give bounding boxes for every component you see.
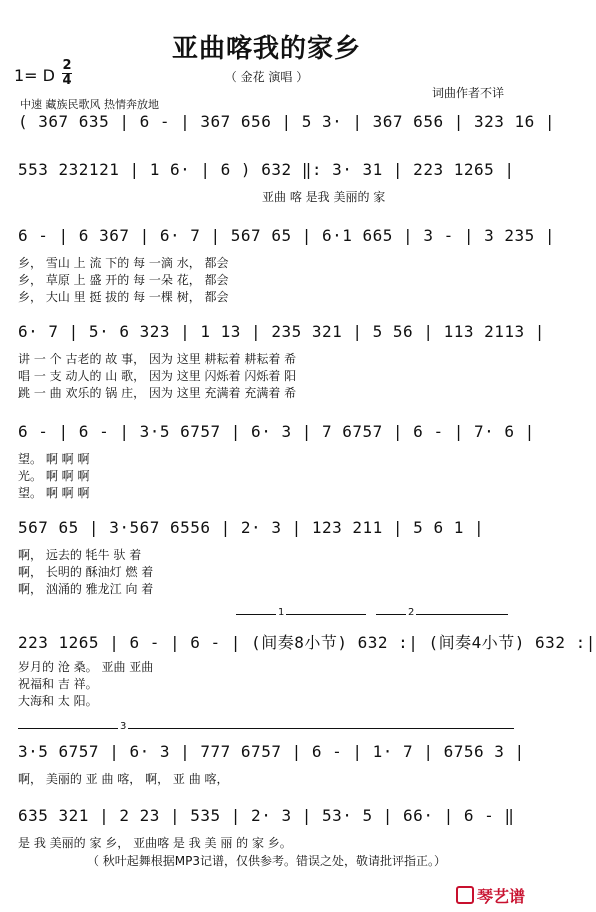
score-row: 6· 7 | 5· 6 323 | 1 13 | 235 321 | 5 56 | 113 2113 | xyxy=(18,322,545,341)
piano-key-icon xyxy=(456,886,474,904)
volta-1 xyxy=(236,607,366,627)
lyric-line: 望。 啊 啊 啊 xyxy=(18,452,90,466)
lyric-line: 跳 一 曲 欢乐的 锅 庄， 因为 这里 充满着 充满着 希 xyxy=(18,386,297,400)
lyric-line: 唱 一 支 动人的 山 歌， 因为 这里 闪烁着 闪烁着 阳 xyxy=(18,369,297,383)
lyric-line: 大海和 太 阳。 xyxy=(18,694,98,708)
tempo-marking: 中速 藏族民歌风 热情奔放地 xyxy=(20,98,159,111)
logo-text: 琴艺谱 xyxy=(477,887,526,906)
volta-2 xyxy=(376,607,508,627)
meter-bottom: 4 xyxy=(62,73,72,88)
score-row: ( 367 635 | 6 - | 367 656 | 5 3· | 367 656 | 323 16 | xyxy=(18,112,556,131)
volta-1-label: 1 xyxy=(278,607,285,618)
lyric-line: 啊， 远去的 牦牛 驮 着 xyxy=(18,548,142,562)
score-row: 6 - | 6 367 | 6· 7 | 567 65 | 6·1 665 | 3 - | 3 235 | xyxy=(18,226,556,245)
lyric-line: 乡， 大山 里 挺 拔的 每 一棵 树， 都会 xyxy=(18,290,229,304)
lyric-line: 乡， 草原 上 盛 开的 每 一朵 花， 都会 xyxy=(18,273,229,287)
time-signature xyxy=(62,60,72,87)
lyric-line: 乡， 雪山 上 流 下的 每 一滴 水， 都会 xyxy=(18,256,229,270)
lyric-line: 望。 啊 啊 啊 xyxy=(18,486,90,500)
volta-3-label: 3 xyxy=(120,721,127,732)
score-row: 567 65 | 3·567 6556 | 2· 3 | 123 211 | 5 6 1 | xyxy=(18,518,485,537)
lyric-line: 祝福和 吉 祥。 xyxy=(18,677,98,691)
score-row: 223 1265 | 6 - | 6 - | (间奏8小节) 632 :| (间奏4小节) 632 :| xyxy=(18,633,596,652)
lyric-line: 光。 啊 啊 啊 xyxy=(18,469,90,483)
song-title: 亚曲喀我的家乡 xyxy=(171,34,361,64)
lyric-line: 啊， 汹涌的 雅龙江 向 着 xyxy=(18,582,154,596)
lyric-line: 是 我 美丽的 家 乡， 亚曲喀 是 我 美 丽 的 家 乡。 xyxy=(18,836,292,850)
credit-line: 词曲作者不详 xyxy=(432,86,505,100)
score-row: 6 - | 6 - | 3·5 6757 | 6· 3 | 7 6757 | 6 - | 7· 6 | xyxy=(18,422,535,441)
site-logo xyxy=(456,884,525,907)
lyric-line: 啊， 美丽的 亚 曲 喀， 啊， 亚 曲 喀， xyxy=(18,772,229,786)
score-row: 635 321 | 2 23 | 535 | 2· 3 | 53· 5 | 66· | 6 - ‖ xyxy=(18,806,515,825)
meter-top: 2 xyxy=(62,58,72,73)
lyric-line: 讲 一 个 古老的 故 事， 因为 这里 耕耘着 耕耘着 希 xyxy=(18,352,297,366)
score-row: 3·5 6757 | 6· 3 | 777 6757 | 6 - | 1· 7 | 6756 3 | xyxy=(18,742,525,761)
key-signature: 1= D xyxy=(14,66,55,85)
transcription-note: （ 秋叶起舞根据MP3记谱，仅供参考。错误之处，敬请批评指正。） xyxy=(86,854,447,868)
score-row: 553 232121 | 1 6· | 6 ) 632 ‖: 3· 31 | 223 1265 | xyxy=(18,160,515,179)
lyric-line: 亚曲 喀 是我 美丽的 家 xyxy=(262,190,386,204)
lyric-line: 啊， 长明的 酥油灯 燃 着 xyxy=(18,565,154,579)
lyric-line: 岁月的 沧 桑。 亚曲 亚曲 xyxy=(18,660,154,674)
volta-3 xyxy=(18,721,514,741)
singer-line: （ 金花 演唱 ） xyxy=(224,70,309,84)
volta-2-label: 2 xyxy=(408,607,415,618)
